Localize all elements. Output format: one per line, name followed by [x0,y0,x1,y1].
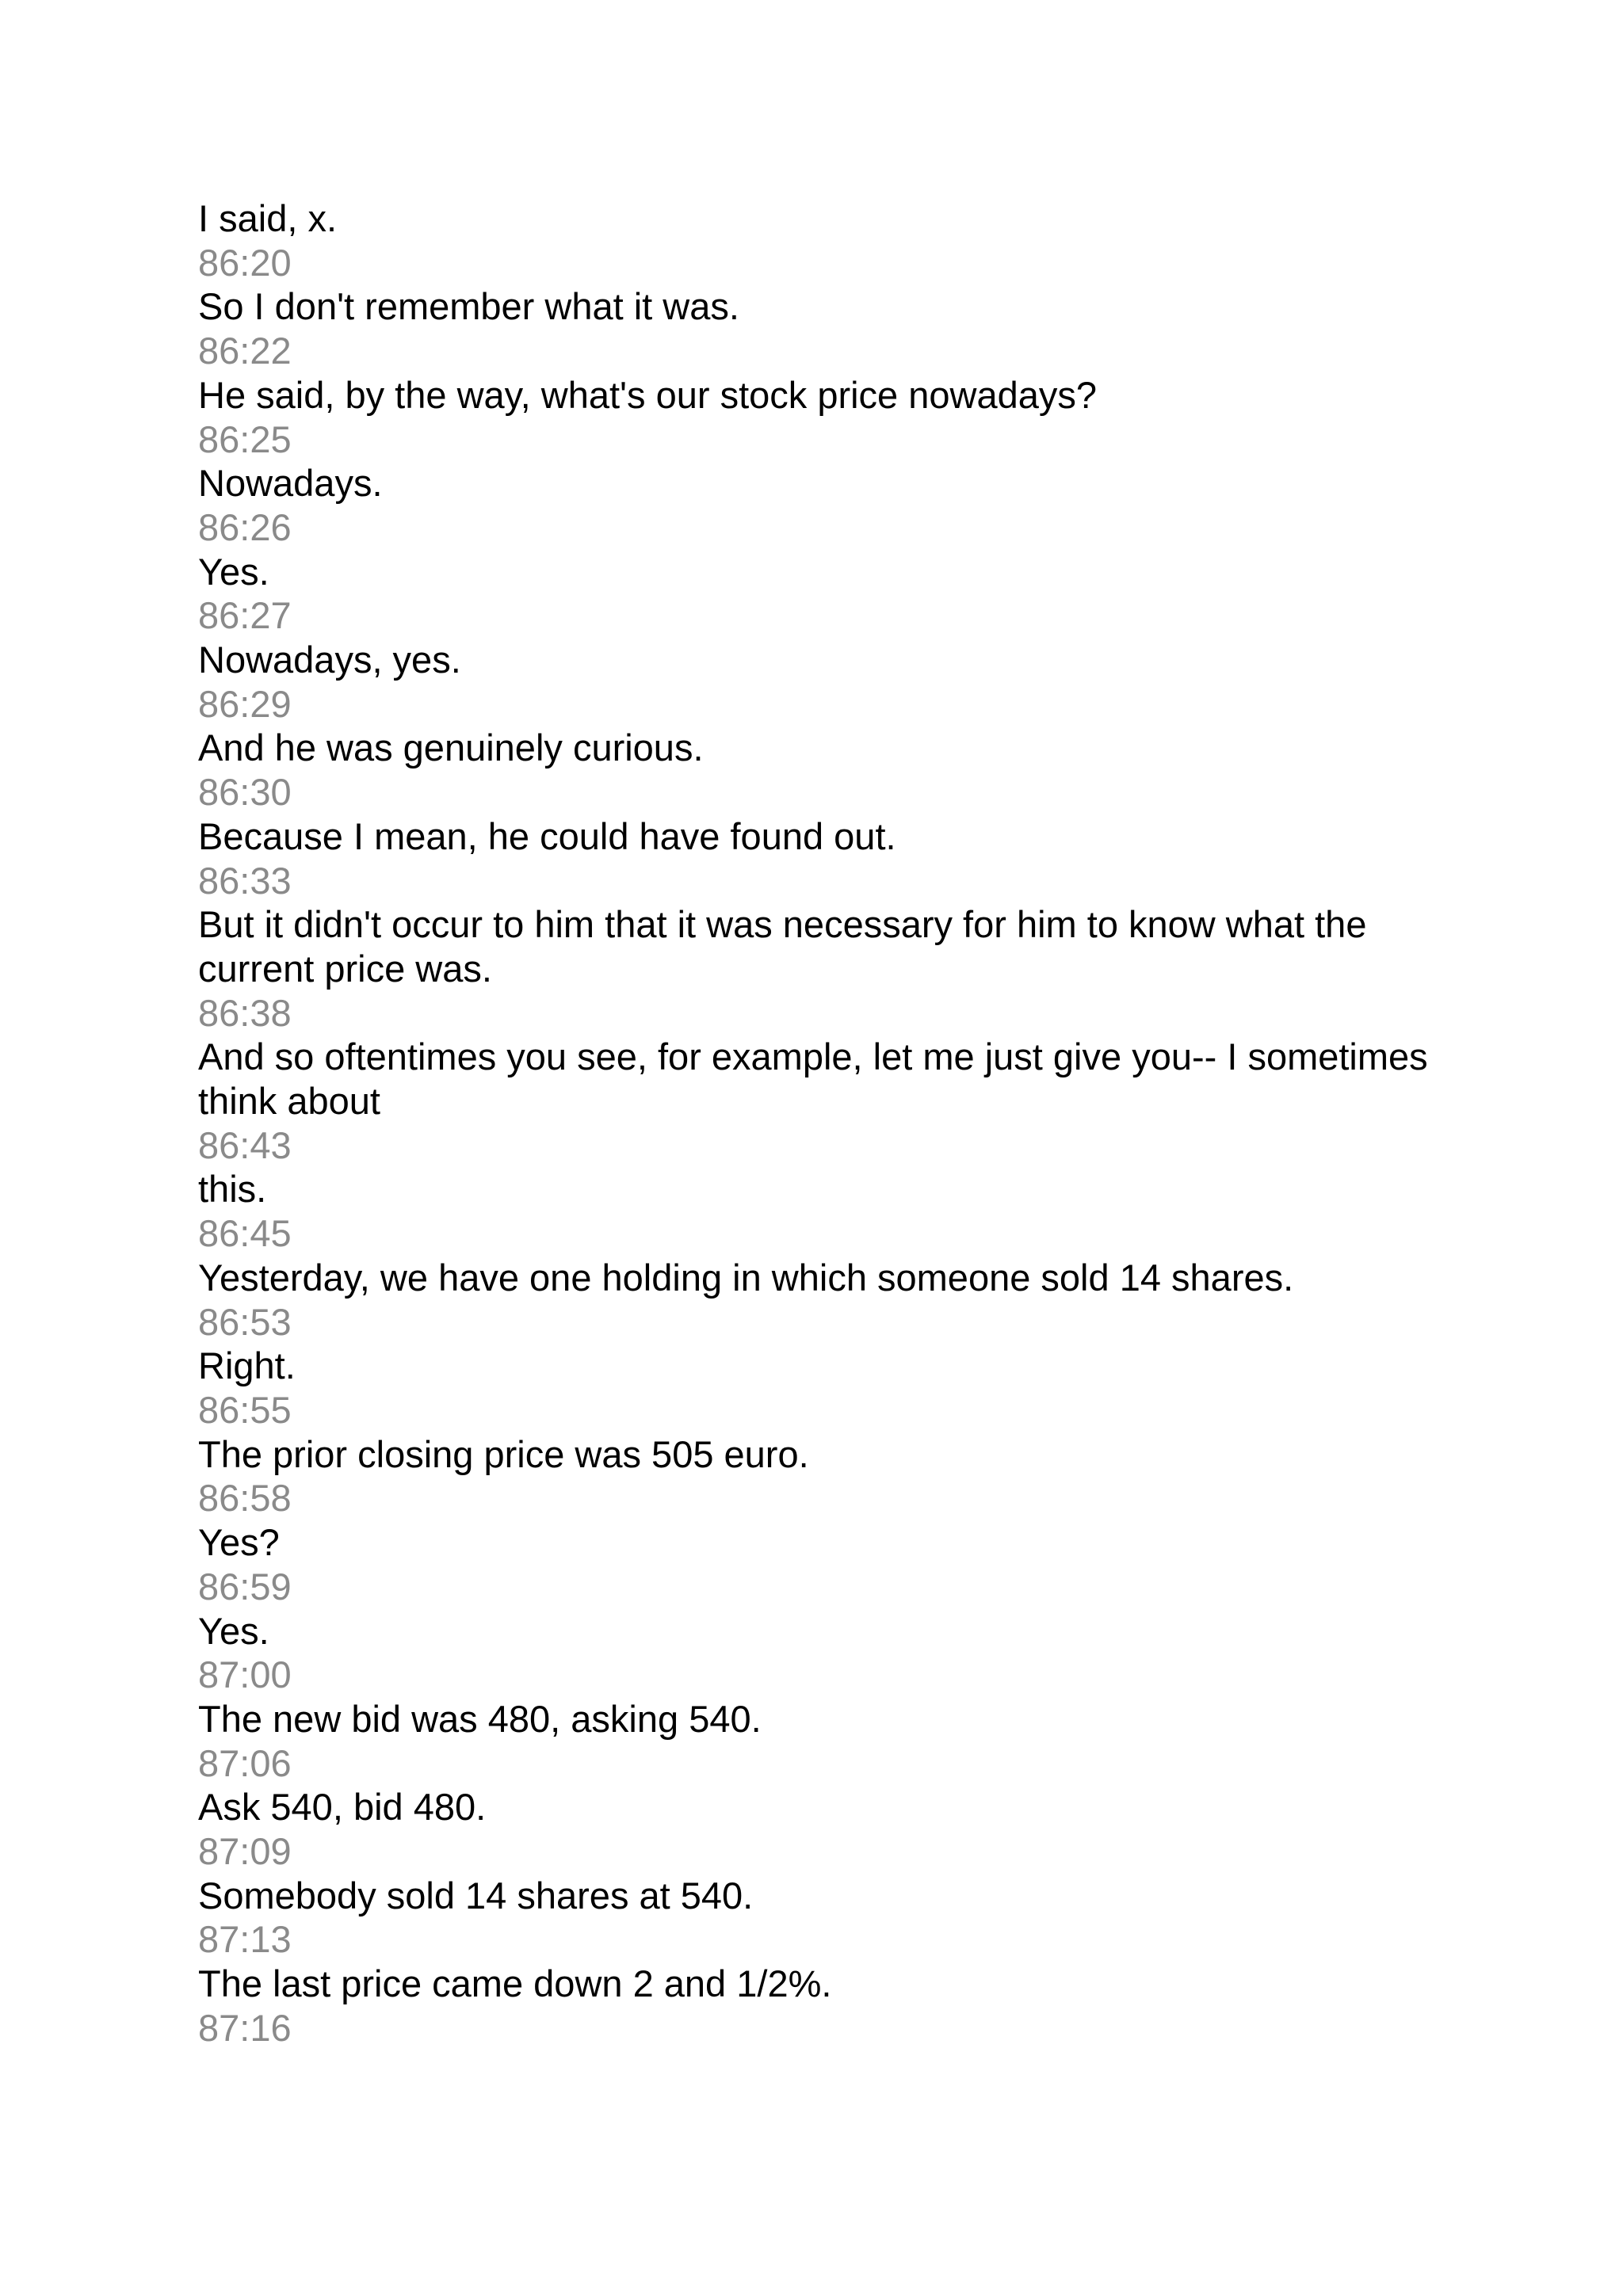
timestamp: 86:26 [198,505,292,548]
timestamp: 87:13 [198,1918,292,1961]
transcript-entry [198,638,1434,726]
speech-line: this. [198,1168,267,1211]
timestamp: 87:09 [198,1830,292,1873]
timestamp: 86:20 [198,241,292,284]
timestamp: 86:25 [198,418,292,460]
transcript-entry [198,1697,1434,1785]
timestamp: 87:00 [198,1653,292,1696]
transcript-entry [198,550,1434,638]
timestamp: 86:30 [198,771,292,814]
transcript-entry [198,1035,1434,1167]
timestamp: 86:38 [198,991,292,1034]
transcript-entry [198,1962,1434,2050]
speech-line: And he was genuinely curious. [198,727,704,769]
timestamp: 86:53 [198,1300,292,1343]
timestamp: 86:29 [198,682,292,725]
transcript-entry [198,726,1434,814]
speech-line: Because I mean, he could have found out. [198,814,896,857]
speech-line: Yesterday, we have one holding in which someone sold 14 shares. [198,1256,1294,1299]
timestamp: 86:59 [198,1565,292,1608]
transcript-entry [198,461,1434,549]
transcript-entry [198,902,1434,1035]
speech-line: Somebody sold 14 shares at 540. [198,1874,754,1917]
transcript-entry [198,1344,1434,1432]
transcript-entry [198,1609,1434,1697]
speech-line: Yes? [198,1521,280,1564]
transcript-entry [198,1520,1434,1608]
transcript-entry [198,373,1434,461]
timestamp: 86:27 [198,594,292,637]
timestamp: 86:55 [198,1388,292,1431]
timestamp: 87:06 [198,1741,292,1784]
transcript-entry [198,1256,1434,1344]
speech-line: The new bid was 480, asking 540. [198,1697,762,1740]
timestamp: 86:22 [198,330,292,372]
transcript-entry [198,284,1434,372]
timestamp: 86:45 [198,1212,292,1255]
transcript-page [198,196,1434,2050]
speech-line: Nowadays, yes. [198,639,461,681]
timestamp: 86:43 [198,1123,292,1166]
timestamp: 86:58 [198,1477,292,1520]
transcript-entry [198,1785,1434,1873]
speech-line: Nowadays. [198,462,383,505]
speech-line: Right. [198,1344,296,1387]
transcript-entry [198,1874,1434,1962]
transcript-entry [198,1167,1434,1255]
transcript-entry [198,1432,1434,1520]
timestamp: 86:33 [198,859,292,902]
speech-line: And so oftentimes you see, for example, let me just give you-- I sometimes think about [198,1035,1428,1123]
speech-line: He said, by the way, what's our stock price nowadays? [198,373,1098,416]
speech-line: Yes. [198,550,269,593]
speech-line: I said, x. [198,197,338,239]
speech-line: Yes. [198,1609,269,1652]
speech-line: The prior closing price was 505 euro. [198,1432,809,1475]
speech-line: Ask 540, bid 480. [198,1786,487,1829]
speech-line: But it didn't occur to him that it was necessary for him to know what the current price was. [198,903,1367,990]
timestamp: 87:16 [198,2006,292,2049]
speech-line: The last price came down 2 and 1/2%. [198,1962,832,2005]
speech-line: So I don't remember what it was. [198,285,739,328]
transcript-entry [198,196,1434,284]
transcript-entry [198,814,1434,902]
